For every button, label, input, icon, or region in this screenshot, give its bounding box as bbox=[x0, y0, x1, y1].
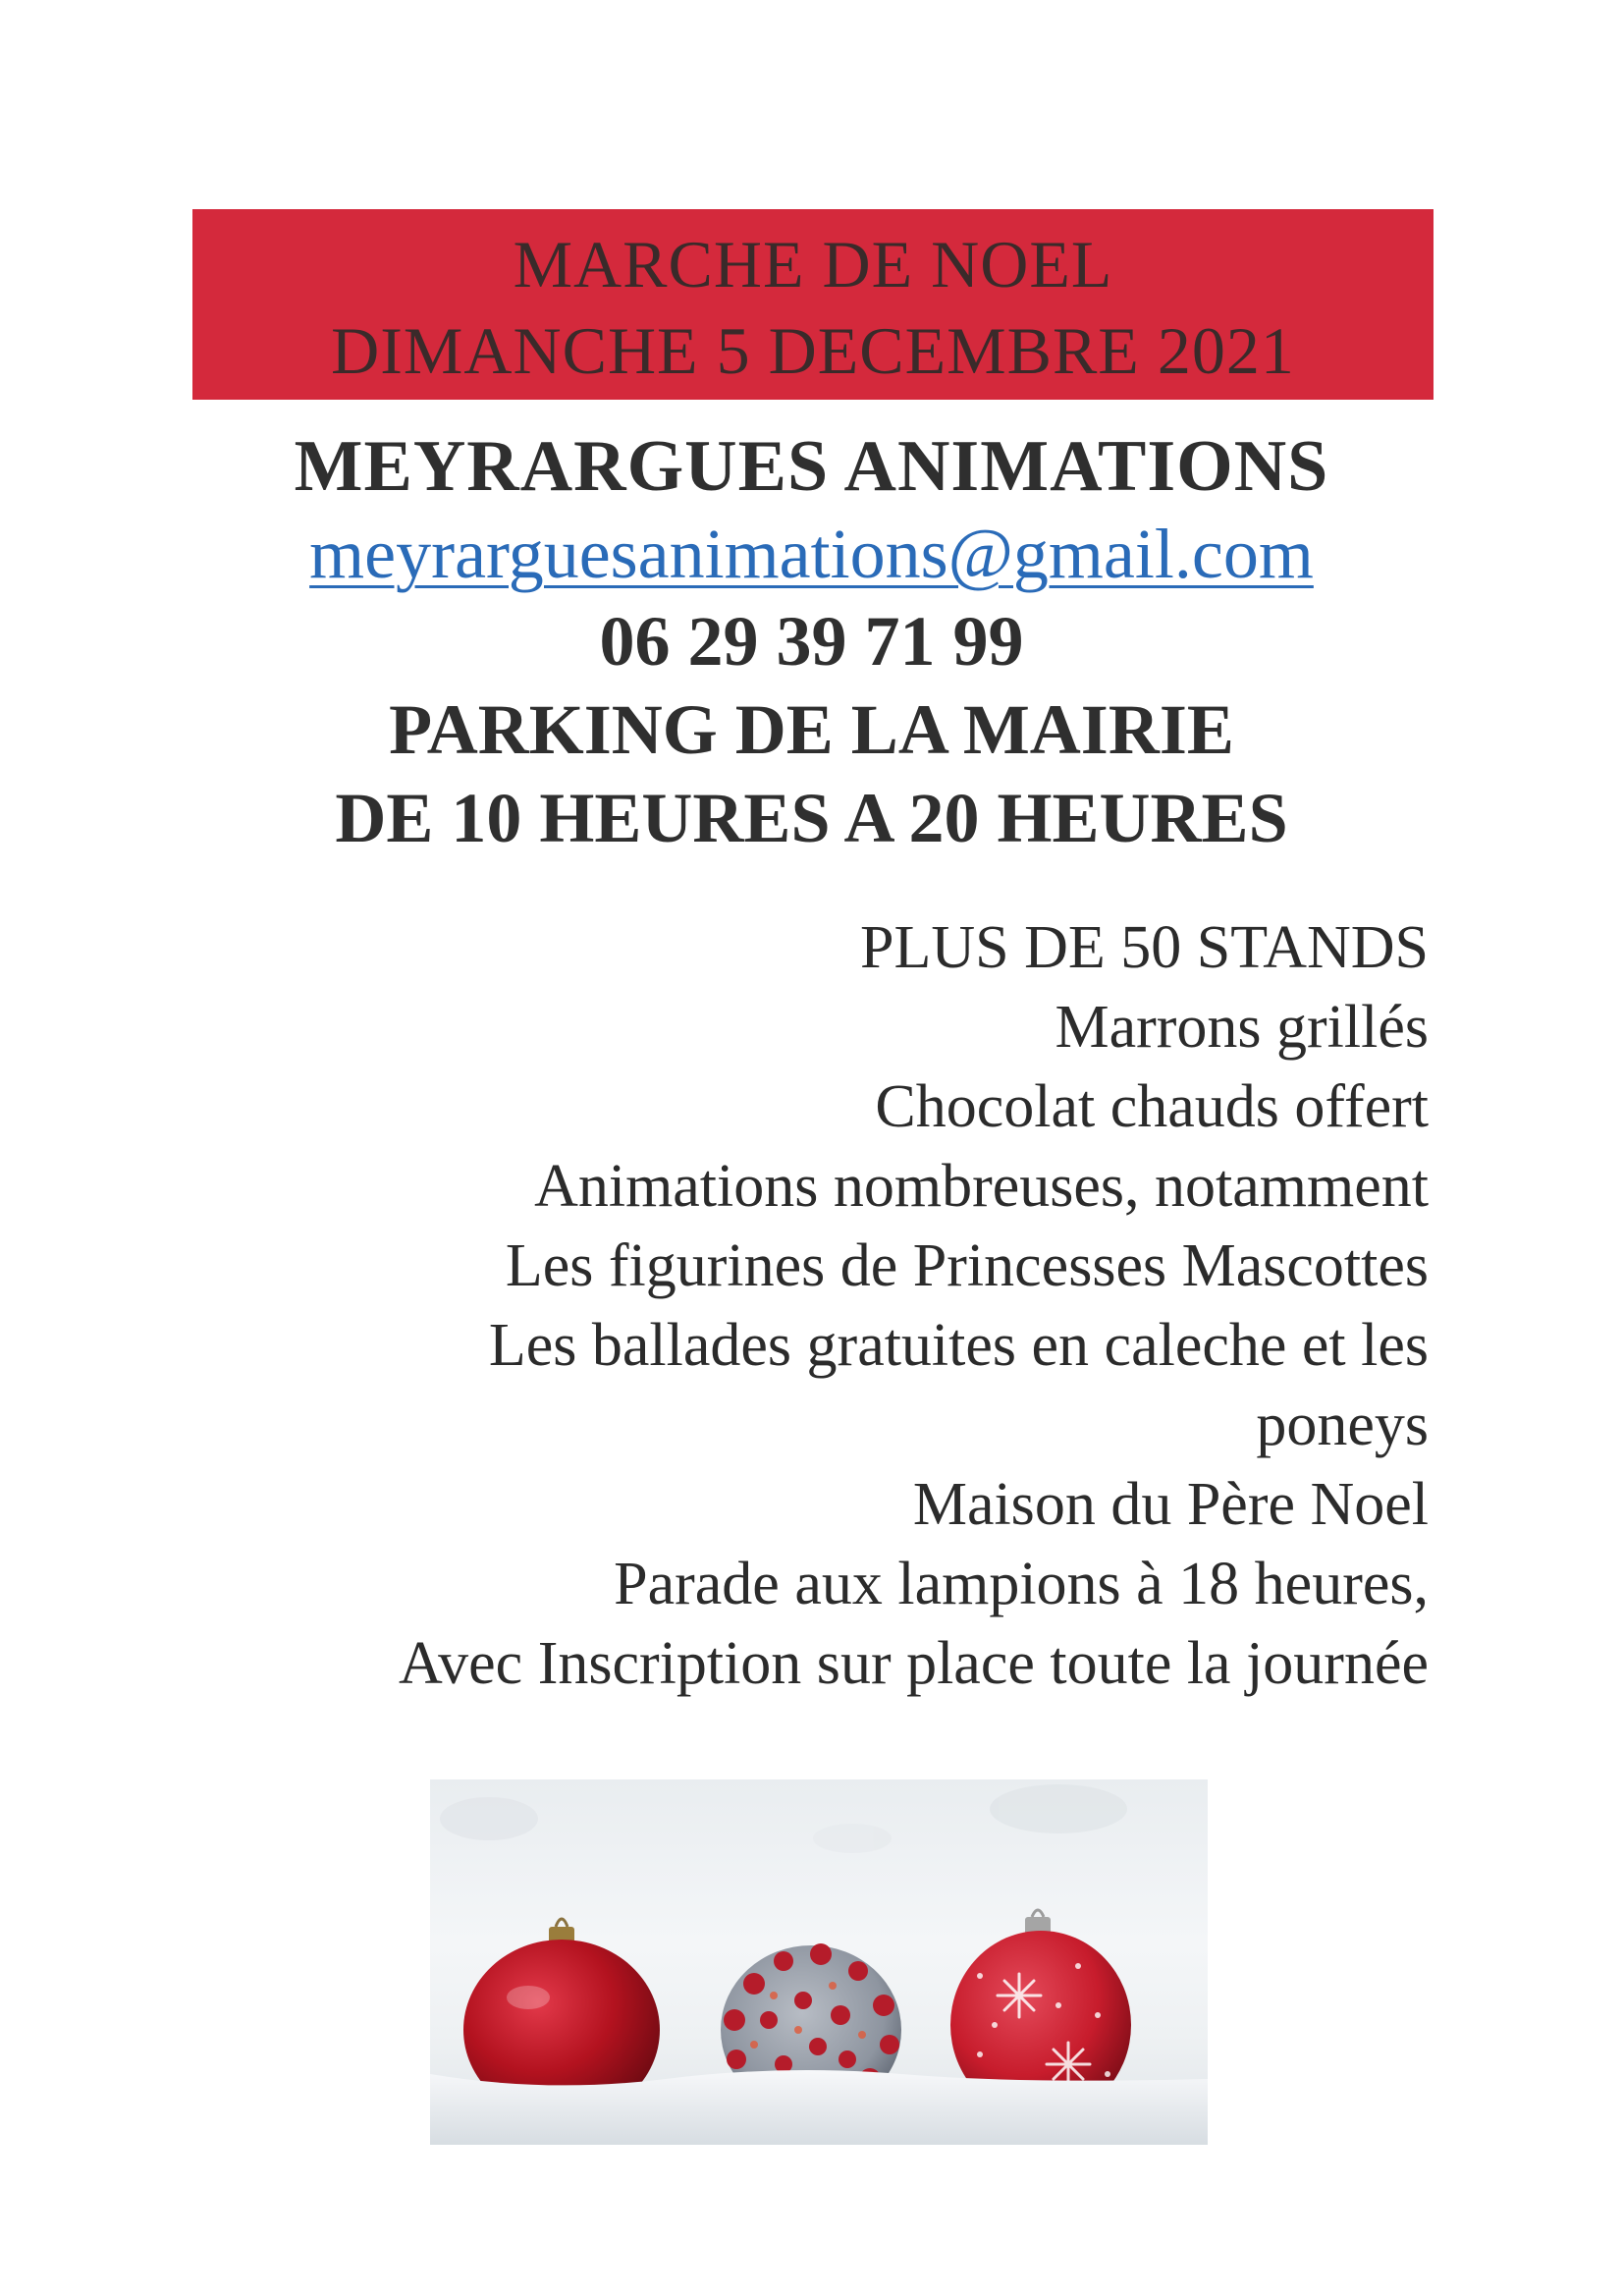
snow-background bbox=[440, 1784, 1127, 1853]
event-location: PARKING DE LA MAIRIE bbox=[389, 690, 1234, 769]
activities-list bbox=[152, 908, 1429, 1704]
event-title: MARCHE DE NOEL bbox=[513, 227, 1113, 301]
organizer-name: MEYRARGUES ANIMATIONS bbox=[294, 426, 1329, 507]
activity-line: Parade aux lampions à 18 heures, bbox=[614, 1551, 1429, 1617]
email-link[interactable]: meyrarguesanimations@gmail.com bbox=[309, 515, 1314, 593]
event-hours: DE 10 HEURES A 20 HEURES bbox=[335, 779, 1288, 857]
activity-line: poneys bbox=[1256, 1392, 1429, 1458]
event-title-banner bbox=[192, 209, 1434, 400]
ornaments-illustration bbox=[430, 1779, 1208, 2145]
contact-block bbox=[0, 422, 1623, 862]
phone-number: 06 29 39 71 99 bbox=[599, 602, 1024, 681]
activity-line: Chocolat chauds offert bbox=[875, 1073, 1429, 1140]
event-date: DIMANCHE 5 DECEMBRE 2021 bbox=[331, 313, 1295, 388]
activity-line: Avec Inscription sur place toute la journée bbox=[398, 1630, 1429, 1697]
activity-line: Animations nombreuses, notamment bbox=[534, 1153, 1429, 1220]
activity-line: Marrons grillés bbox=[1055, 994, 1429, 1061]
activity-line: Maison du Père Noel bbox=[912, 1471, 1429, 1538]
activity-line: Les figurines de Princesses Mascottes bbox=[505, 1232, 1429, 1299]
activity-line: PLUS DE 50 STANDS bbox=[860, 914, 1429, 981]
christmas-ornaments-image bbox=[430, 1779, 1208, 2145]
activity-line: Les ballades gratuites en caleche et les bbox=[488, 1312, 1429, 1379]
